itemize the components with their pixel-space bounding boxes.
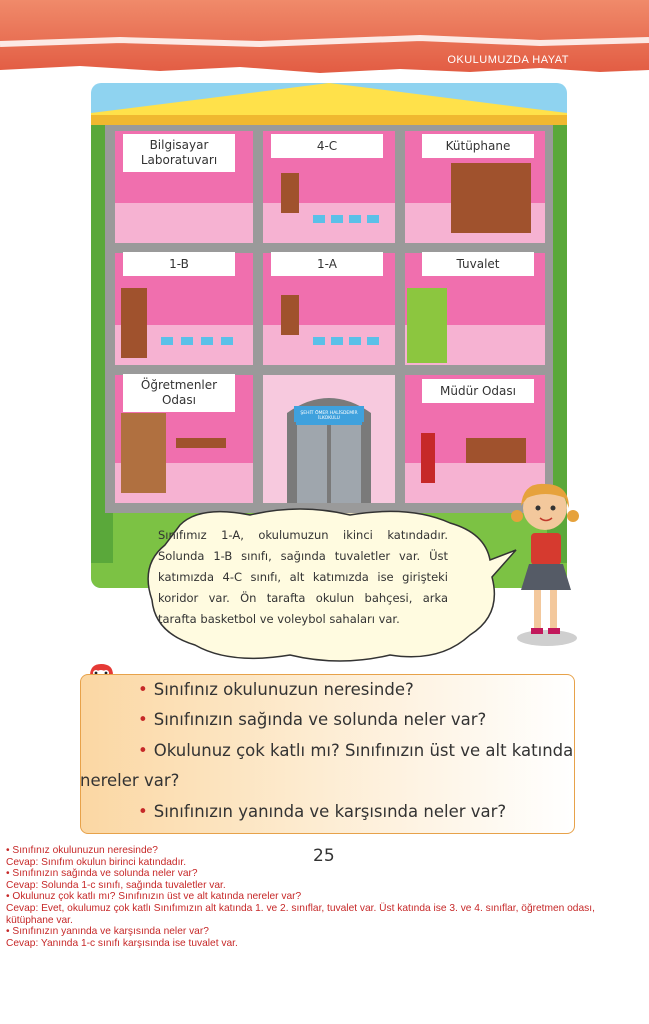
room-label-4c: 4-C	[271, 134, 383, 158]
room-label-teachers-room: Öğretmenler Odası	[123, 374, 235, 412]
answer-line: Cevap: Solunda 1-c sınıfı, sağında tuvaletler var.	[6, 879, 226, 891]
room-label-1b: 1-B	[123, 252, 235, 276]
room-label-1a: 1-A	[271, 252, 383, 276]
unit-title: OKULUMUZDA HAYAT	[447, 54, 569, 66]
answer-line: Cevap: Yanında 1-c sınıfı karşısında ise tuvalet var.	[6, 937, 238, 949]
room-label-computer-lab: Bilgisayar Laboratuvarı	[123, 134, 235, 172]
answers-block	[6, 845, 642, 949]
answer-line: • Sınıfınız okulunuzun neresinde?	[6, 845, 158, 856]
girl-character-illustration	[505, 478, 585, 648]
question-3: • Okulunuz çok katlı mı? Sınıfınızın üst ve alt katında	[138, 741, 574, 760]
room-label-toilet: Tuvalet	[422, 252, 534, 276]
answer-line: • Sınıfınızın yanında ve karşısında neler var?	[6, 926, 209, 938]
room-label-library: Kütüphane	[422, 134, 534, 158]
question-3-continued: nereler var?	[80, 771, 180, 790]
answer-line: Cevap: Sınıfım okulun birinci katındadır.	[6, 856, 187, 868]
answer-line: • Sınıfınızın sağında ve solunda neler var?	[6, 868, 198, 880]
top-banner	[0, 0, 649, 80]
question-4: • Sınıfınızın yanında ve karşısında neler var?	[138, 802, 507, 821]
speech-bubble-text: Sınıfımız 1-A, okulumuzun ikinci katındadır. Solunda 1-B sınıfı, sağında tuvaletler var. Üst katımızda 4-C sınıfı, alt katımızda ise girişteki koridor var. Ön tarafta okulun bahçesi, arka tarafta basketbol ve voleybol sahaları var.	[158, 528, 448, 626]
answer-line: • Okulunuz çok katlı mı? Sınıfınızın üst ve alt katında nereler var?	[6, 891, 302, 903]
page-number: 25	[313, 846, 335, 866]
entrance-sign: ŞEHİT ÖMER HALİSDEMİR İLKOKULU	[296, 407, 362, 425]
room-label-principal-office: Müdür Odası	[422, 379, 534, 403]
question-2: • Sınıfınızın sağında ve solunda neler var?	[138, 710, 487, 729]
question-1: • Sınıfınız okulunuzun neresinde?	[138, 680, 414, 699]
answer-line: Cevap: Evet, okulumuz çok katlı Sınıfımızın alt katında 1. ve 2. sınıflar, tuvalet var. Üst katında ise 3. ve 4. sınıflar, öğretmen odası, kütüphane var.	[6, 902, 595, 926]
